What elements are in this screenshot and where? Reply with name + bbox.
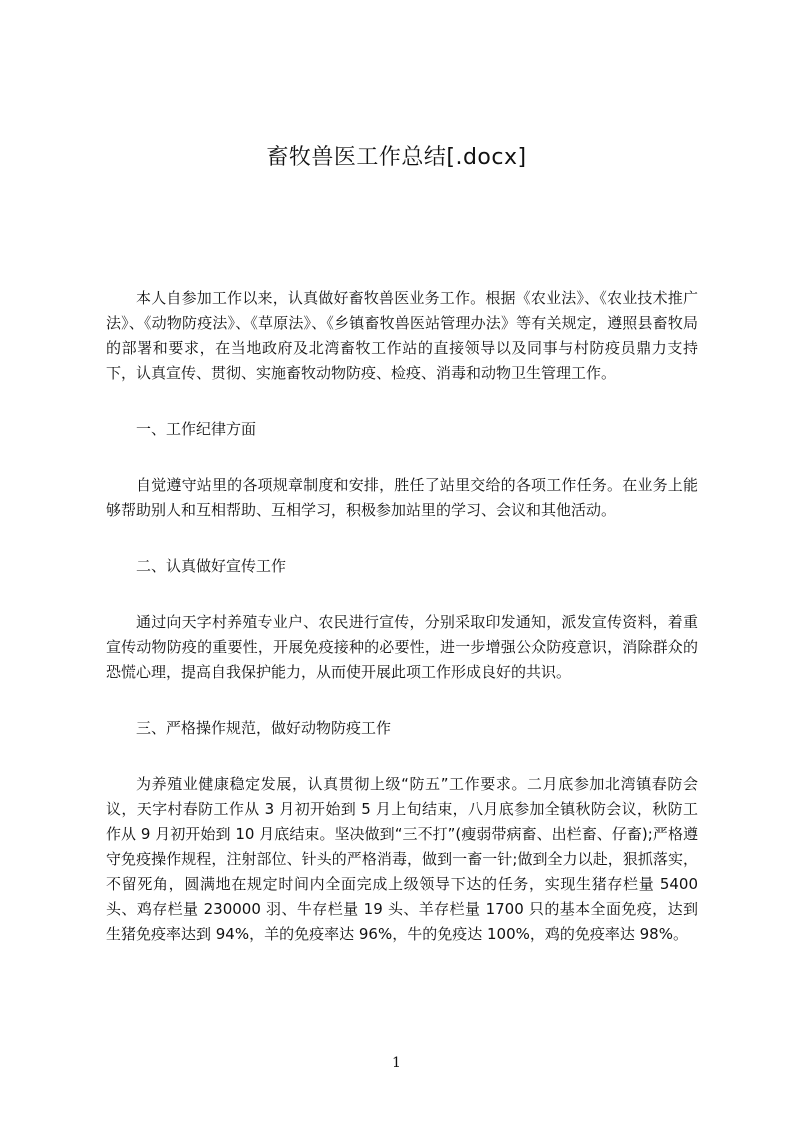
section-2-heading: 二、认真做好宣传工作 bbox=[136, 557, 287, 575]
intro-paragraph: 本人自参加工作以来，认真做好畜牧兽医业务工作。根据《农业法》、《农业技术推广法》、《动物防疫法》、《草原法》、《乡镇畜牧兽医站管理办法》等有关规定，遵照县畜牧局的部署和要求，在当地政府及北湾畜牧工作站的直接领导以及同事与村防疫员鼎力支持下，认真宣传、贯彻、实施畜牧动物防疫、检疫、消毒和动物卫生管理工作。 bbox=[106, 289, 698, 382]
section-1-paragraph: 自觉遵守站里的各项规章制度和安排，胜任了站里交给的各项工作任务。在业务上能够帮助别人和互相帮助、互相学习，积极参加站里的学习、会议和其他活动。 bbox=[106, 476, 698, 519]
spacer bbox=[106, 386, 698, 417]
section-1-heading: 一、工作纪律方面 bbox=[136, 420, 257, 438]
section-3-heading: 三、严格操作规范，做好动物防疫工作 bbox=[136, 719, 392, 737]
spacer bbox=[106, 579, 698, 610]
document-body bbox=[106, 286, 698, 947]
spacer bbox=[106, 523, 698, 554]
section-2-paragraph: 通过向天字村养殖专业户、农民进行宣传，分别采取印发通知，派发宣传资料，着重宣传动物防疫的重要性，开展免疫接种的必要性，进一步增强公众防疫意识，消除群众的恐慌心理，提高自我保护能力，从而使开展此项工作形成良好的共识。 bbox=[106, 613, 698, 681]
spacer bbox=[106, 442, 698, 473]
spacer bbox=[106, 685, 698, 716]
section-3-paragraph: 为养殖业健康稳定发展，认真贯彻上级“防五”工作要求。二月底参加北湾镇春防会议，天字村春防工作从 3 月初开始到 5 月上旬结束，八月底参加全镇秋防会议，秋防工作从 9 月初开始到 10 月底结束。坚决做到“三不打”(瘦弱带病畜、出栏畜、仔畜);严格遵守免疫操作规程，注射部位、针头的严格消毒，做到一畜一针;做到全力以赴，狠抓落实，不留死角，圆满地在规定时间内全面完成上级领导下达的任务，实现生猪存栏量 5400 头、鸡存栏量 230000 羽、牛存栏量 19 头、羊存栏量 1700 只的基本全面免疫，达到生猪免疫率达到 94%，羊的免疫率达 96%，牛的免疫达 100%，鸡的免疫率达 98%。 bbox=[106, 775, 698, 943]
document-title: 畜牧兽医工作总结[.docx] bbox=[266, 145, 527, 170]
spacer bbox=[106, 741, 698, 772]
page-number: 1 bbox=[392, 1055, 401, 1071]
